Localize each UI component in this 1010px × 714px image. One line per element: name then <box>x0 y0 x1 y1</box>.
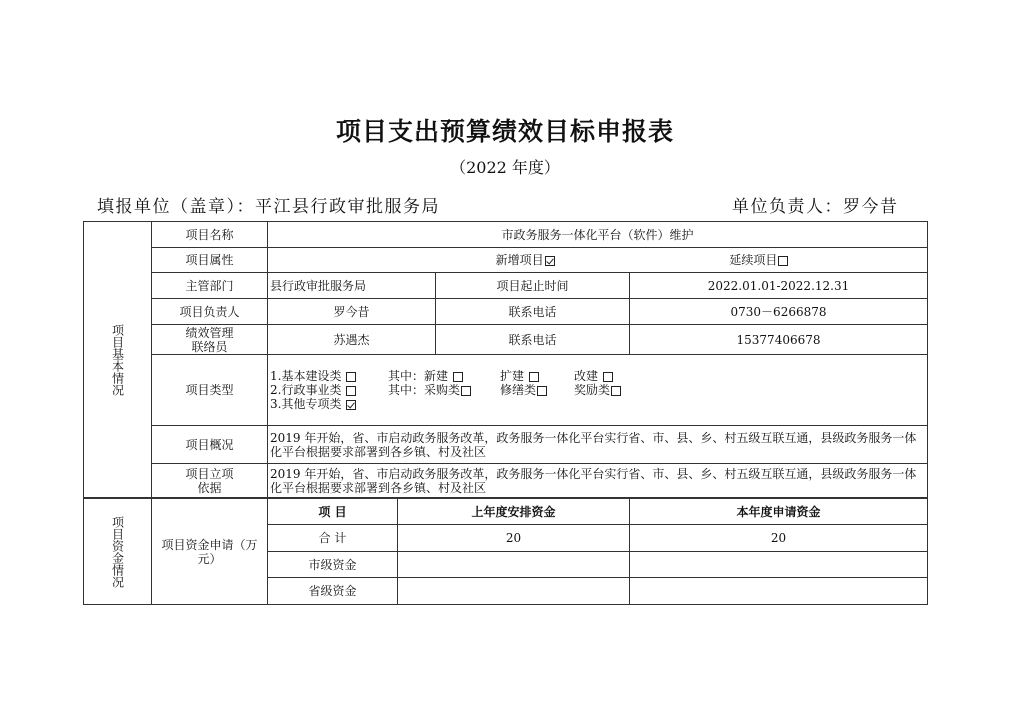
project-attr-label: 项目属性 <box>152 248 268 273</box>
type-new-build-checkbox[interactable] <box>453 372 463 382</box>
basis-value: 2019 年开始，省、市启动政务服务改革，政务服务一体化平台实行省、市、县、乡、村五级互联互通，县级政务服务一体化平台根据要求部署到各乡镇、村及社区 <box>268 464 928 498</box>
overview-value: 2019 年开始，省、市启动政务服务改革，政务服务一体化平台实行省、市、县、乡、村五级互联互通，县级政务服务一体化平台根据要求部署到各乡镇、村及社区 <box>268 426 928 464</box>
funds-table <box>83 498 928 605</box>
funds-row-last <box>398 552 630 578</box>
row-overview <box>84 426 928 464</box>
type-rebuild: 改建 <box>574 369 599 383</box>
funds-row-name: 合 计 <box>268 525 398 552</box>
liaison-phone-value: 15377406678 <box>630 325 928 355</box>
project-type-options <box>270 369 925 411</box>
basic-section-cell <box>84 222 152 498</box>
funds-col-this-year: 本年度申请资金 <box>630 499 928 525</box>
continuing-project-label: 延续项目 <box>729 253 778 267</box>
page-title: 项目支出预算绩效目标申报表 <box>335 117 674 146</box>
basic-section-label: 项目基本情况 <box>110 323 125 396</box>
period-label: 项目起止时间 <box>436 273 630 299</box>
liaison-label <box>152 325 268 355</box>
owner-phone-value: 0730－6266878 <box>630 299 928 325</box>
type-repair-checkbox[interactable] <box>537 386 547 396</box>
type-basic-construction: 1.基本建设类 <box>270 369 342 383</box>
type-reward-checkbox[interactable] <box>611 386 621 396</box>
continuing-project-checkbox[interactable] <box>778 256 788 266</box>
basis-label <box>152 464 268 498</box>
funds-section-label: 项目资金情况 <box>110 515 125 588</box>
type-procurement: 其中：采购类 <box>388 383 461 397</box>
row-project-type <box>84 355 928 426</box>
type-repair: 修缮类 <box>500 383 537 397</box>
liaison-value: 苏遇杰 <box>268 325 436 355</box>
row-basis <box>84 464 928 498</box>
type-basic-construction-checkbox[interactable] <box>346 372 356 382</box>
overview-label: 项目概况 <box>152 426 268 464</box>
dept-value: 县行政审批服务局 <box>268 273 436 299</box>
basis-label-line1: 项目立项 <box>185 466 234 481</box>
liaison-phone-label: 联系电话 <box>436 325 630 355</box>
row-project-name <box>84 222 928 248</box>
project-attr-value <box>268 248 928 273</box>
funds-row-name: 省级资金 <box>268 578 398 605</box>
application-form-table <box>83 221 928 498</box>
funds-row-last <box>398 578 630 605</box>
project-name-label: 项目名称 <box>152 222 268 248</box>
funds-section-cell <box>84 499 152 605</box>
type-expansion-checkbox[interactable] <box>529 372 539 382</box>
year-subtitle: （2022 年度） <box>450 158 560 177</box>
type-new-build: 其中：新建 <box>388 369 449 383</box>
owner-phone-label: 联系电话 <box>436 299 630 325</box>
type-other-special: 3.其他专项类 <box>270 397 342 411</box>
type-procurement-checkbox[interactable] <box>461 386 471 396</box>
basis-label-line2: 依据 <box>197 480 222 495</box>
liaison-label-line1: 绩效管理 <box>185 325 234 340</box>
owner-label: 项目负责人 <box>152 299 268 325</box>
liaison-label-line2: 联络员 <box>191 339 228 354</box>
period-value: 2022.01.01-2022.12.31 <box>630 273 928 299</box>
funds-row-last: 20 <box>398 525 630 552</box>
dept-label: 主管部门 <box>152 273 268 299</box>
new-project-label: 新增项目 <box>495 253 544 267</box>
row-dept <box>84 273 928 299</box>
unit-head: 单位负责人：罗今昔 <box>732 197 899 217</box>
type-admin-checkbox[interactable] <box>346 386 356 396</box>
new-project-checkbox[interactable] <box>545 256 555 266</box>
row-project-attr <box>84 248 928 273</box>
funds-col-last-year: 上年度安排资金 <box>398 499 630 525</box>
row-owner <box>84 299 928 325</box>
owner-value: 罗今昔 <box>268 299 436 325</box>
project-type-label: 项目类型 <box>152 355 268 426</box>
type-rebuild-checkbox[interactable] <box>603 372 613 382</box>
project-type-value <box>268 355 928 426</box>
funds-row-this: 20 <box>630 525 928 552</box>
funds-row-this <box>630 578 928 605</box>
funds-col-item: 项 目 <box>268 499 398 525</box>
funds-row-name: 市级资金 <box>268 552 398 578</box>
funds-header-row <box>84 499 928 525</box>
type-admin: 2.行政事业类 <box>270 383 342 397</box>
filler-unit: 填报单位（盖章）：平江县行政审批服务局 <box>97 197 440 217</box>
type-reward: 奖励类 <box>574 383 611 397</box>
funds-label: 项目资金申请（万元） <box>152 499 268 605</box>
row-liaison <box>84 325 928 355</box>
project-name-value: 市政务服务一体化平台（软件）维护 <box>268 222 928 248</box>
funds-row-this <box>630 552 928 578</box>
type-expansion: 扩建 <box>500 369 525 383</box>
type-other-special-checkbox[interactable] <box>346 400 356 410</box>
